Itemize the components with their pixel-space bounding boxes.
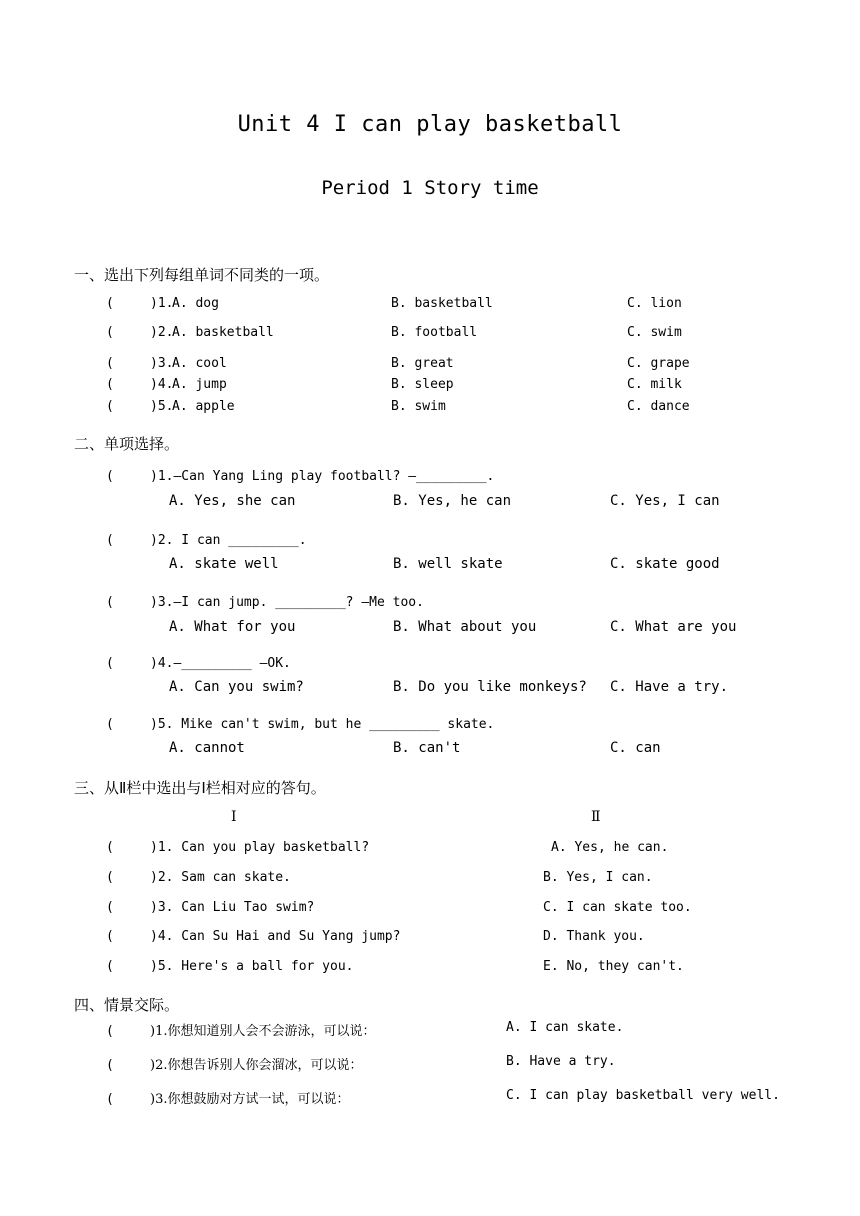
question: ( )1.你想知道别人会不会游泳，可以说： [106,1024,376,1039]
option-a: A. What for you [169,619,296,635]
option-b: B. What about you [393,619,537,635]
option-c: C. skate good [610,556,720,572]
option-b: B. basketball [391,296,493,311]
answer-option: D. Thank you. [543,929,645,944]
answer-paren[interactable]: ( [106,929,114,944]
option-b: B. swim [391,399,446,414]
column-2-header: Ⅱ [591,809,601,825]
option-c: C. Yes, I can [610,493,720,509]
answer-paren[interactable]: ( [106,656,114,671]
answer-paren[interactable]: ( [106,377,114,392]
answer-paren[interactable]: ( [106,717,114,732]
answer-paren[interactable]: ( [106,840,114,855]
option-c: C. milk [627,377,682,392]
list-item: ( )3. [106,356,174,371]
answer-paren[interactable]: ( [106,870,114,885]
option-a: A. skate well [169,556,279,572]
question: ( )5. Here's a ball for you. [106,959,354,974]
answer-paren[interactable]: ( [106,469,114,484]
list-item: ( )2. [106,325,174,340]
option-b: B. can't [393,740,461,756]
option-c: C. Have a try. [610,679,729,695]
answer-option: A. Yes, he can. [551,840,669,855]
option-a: A. basketball [172,325,274,340]
question: ( )2.你想告诉别人你会溜冰，可以说： [106,1058,363,1073]
question: ( )1.—Can Yang Ling play football? —_________. [106,469,495,484]
section-3-heading: 三、从Ⅱ栏中选出与Ⅰ栏相对应的答句。 [74,779,326,797]
question: ( )2. I can _________. [106,533,307,548]
option-b: B. Yes, he can [393,493,512,509]
answer-paren[interactable]: ( [106,900,114,915]
option-c: C. can [610,740,661,756]
option-a: A. cool [172,356,227,371]
answer-option: B. Yes, I can. [543,870,653,885]
section-2-heading: 二、单项选择。 [74,435,180,453]
answer-paren[interactable]: ( [106,399,114,414]
answer-option: C. I can skate too. [543,900,692,915]
option-c: C. grape [627,356,690,371]
answer-option: C. I can play basketball very well. [506,1088,780,1103]
option-c: C. What are you [610,619,737,635]
option-b: B. well skate [393,556,503,572]
option-a: A. cannot [169,740,245,756]
section-4-heading: 四、情景交际。 [74,996,180,1014]
section-1-heading: 一、选出下列每组单词不同类的一项。 [74,266,330,284]
question: ( )4. Can Su Hai and Su Yang jump? [106,929,401,944]
answer-paren[interactable]: ( [106,1024,114,1039]
list-item: ( )5. [106,399,174,414]
question: ( )2. Sam can skate. [106,870,291,885]
option-a: A. jump [172,377,227,392]
question: ( )3.你想鼓励对方试一试，可以说： [106,1092,350,1107]
answer-paren[interactable]: ( [106,959,114,974]
worksheet-subtitle: Period 1 Story time [321,177,539,199]
answer-paren[interactable]: ( [106,1092,114,1107]
list-item: ( )4. [106,377,174,392]
option-a: A. Can you swim? [169,679,304,695]
list-item: ( )1. [106,296,174,311]
option-a: A. Yes, she can [169,493,296,509]
answer-option: E. No, they can't. [543,959,684,974]
answer-paren[interactable]: ( [106,595,114,610]
option-a: A. apple [172,399,235,414]
answer-paren[interactable]: ( [106,356,114,371]
option-b: B. sleep [391,377,454,392]
question: ( )3.—I can jump. _________? —Me too. [106,595,424,610]
option-c: C. dance [627,399,690,414]
option-b: B. football [391,325,478,340]
option-b: B. Do you like monkeys? [393,679,587,695]
worksheet-title: Unit 4 I can play basketball [237,112,623,137]
column-1-header: Ⅰ [231,809,237,825]
question: ( )4.—_________ —OK. [106,656,291,671]
answer-paren[interactable]: ( [106,1058,114,1073]
question: ( )5. Mike can't swim, but he _________ skate. [106,717,495,732]
answer-paren[interactable]: ( [106,533,114,548]
option-c: C. lion [627,296,682,311]
answer-paren[interactable]: ( [106,325,114,340]
option-b: B. great [391,356,454,371]
option-c: C. swim [627,325,682,340]
answer-option: B. Have a try. [506,1054,616,1069]
question: ( )3. Can Liu Tao swim? [106,900,315,915]
answer-option: A. I can skate. [506,1020,624,1035]
answer-paren[interactable]: ( [106,296,114,311]
question: ( )1. Can you play basketball? [106,840,370,855]
option-a: A. dog [172,296,219,311]
